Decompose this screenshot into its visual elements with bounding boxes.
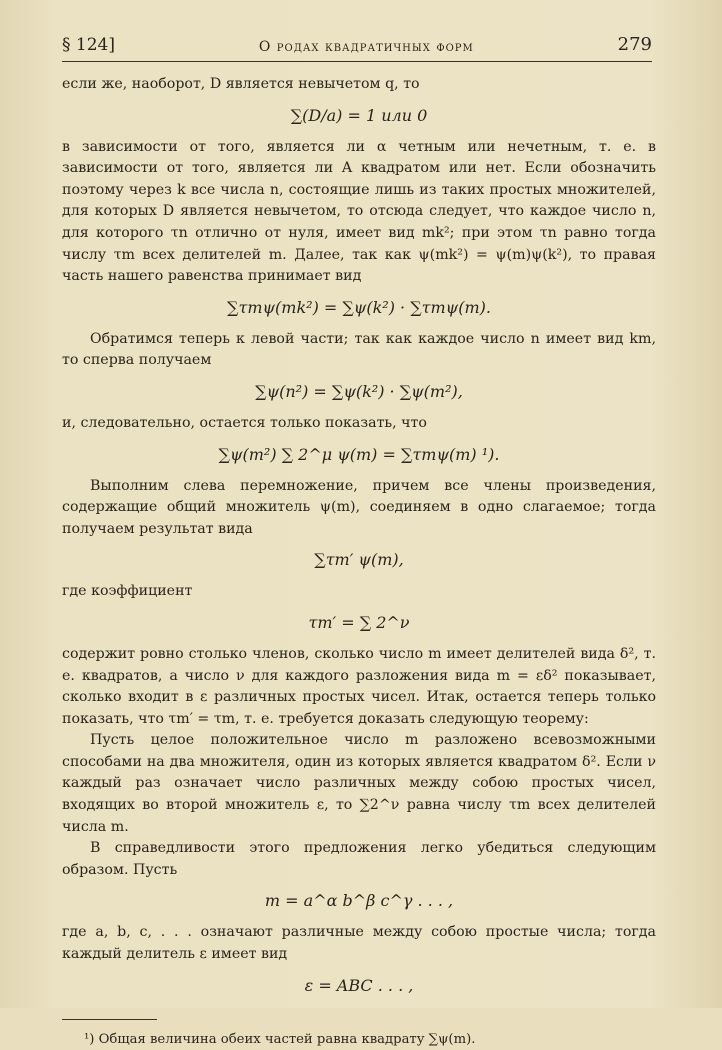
paragraph: в зависимости от того, является ли α четным или нечетным, т. е. в зависимости от того, является ли A квадратом или нет. Если обозначить поэтому через k все числа n, состоящие лишь из таких простых множителей, для которых D является невычетом, то отсюда следует, что каждое число n, для которого τn отлично от нуля, имеет вид mk²; при этом τn равно тогда числу τm всех делителей m. Далее, так как ψ(mk²) = ψ(m)ψ(k²), то правая часть нашего равенства принимает вид [62, 138, 656, 285]
running-header [62, 34, 652, 62]
paragraph: Пусть целое положительное число m разложено всевозможными способами на два множителя, один из которых является квадратом δ². Если ν каждый раз означает число различных между собою простых чисел, входящих во второй множитель ε, то ∑2^ν равна числу τm всех делителей числа m. [62, 732, 656, 835]
paragraph: В справедливости этого предложения легко убедиться следующим образом. Пусть [62, 840, 656, 878]
display-formula: τm′ = ∑ 2^ν [308, 612, 410, 632]
paragraph: Выполним слева перемножение, причем все члены произведения, содержащие общий множитель ψ(m), соединяем в одно слагаемое; тогда получаем результат вида [62, 477, 656, 537]
display-formula: ∑ψ(m²) ∑ 2^μ ψ(m) = ∑τmψ(m) ¹). [218, 444, 500, 464]
display-formula: ε = ABC . . . , [304, 975, 414, 995]
paragraph: Обратимся теперь к левой части; так как каждое число n имеет вид km, то сперва получаем [62, 330, 656, 369]
running-title: О родах квадратичных форм [258, 39, 474, 55]
body-text [62, 74, 656, 997]
footnote: ¹) Общая величина обеих частей равна квадрату ∑ψ(m). [84, 1031, 476, 1047]
paragraph: где коэффициент [62, 583, 193, 600]
display-formula: ∑τm′ ψ(m), [314, 550, 404, 570]
paragraph: содержит ровно столько членов, сколько число m имеет делителей вида δ², т. е. квадратов, а число ν для каждого разложения вида m = εδ² показывает, сколько входит в ε различных простых чисел. Итак, остается теперь только показать, что τm′ = τm, т. е. требуется доказать следующую теорему: [62, 645, 656, 727]
paragraph: если же, наоборот, D является невычетом q, то [62, 76, 420, 92]
display-formula: ∑τmψ(mk²) = ∑ψ(k²) · ∑τmψ(m). [227, 297, 491, 317]
footnote-divider [62, 1019, 157, 1020]
page-number: 279 [617, 34, 652, 55]
paragraph: где a, b, c, . . . означают различные между собою простые числа; тогда каждый делитель ε имеет вид [62, 924, 656, 963]
display-formula: m = a^α b^β c^γ . . . , [264, 891, 454, 911]
display-formula: ∑ψ(n²) = ∑ψ(k²) · ∑ψ(m²), [255, 381, 463, 401]
section-marker: § 124] [62, 35, 115, 55]
paragraph: и, следовательно, остается только показать, что [62, 414, 427, 431]
display-formula: ∑(D/a) = 1 или 0 [290, 105, 428, 125]
